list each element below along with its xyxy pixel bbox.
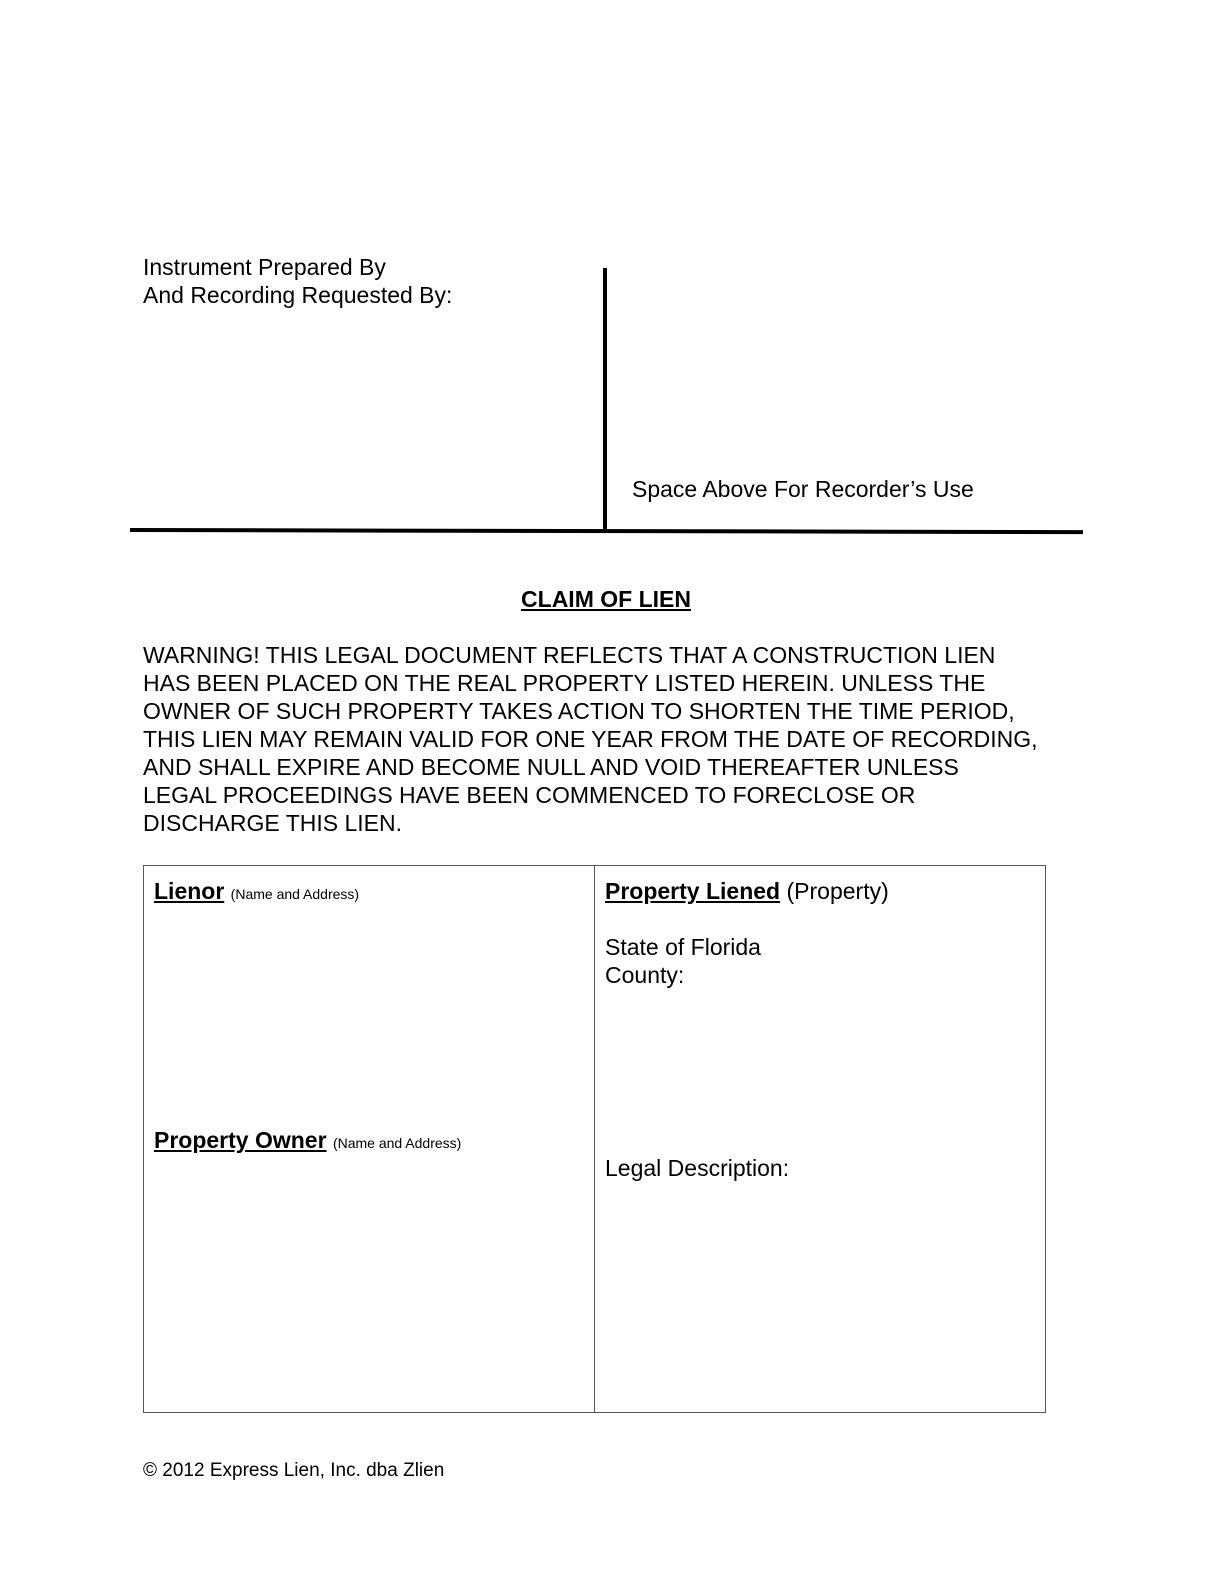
property-liened-label (605, 877, 889, 905)
county-label: County: (605, 962, 685, 988)
document-title: CLAIM OF LIEN (521, 586, 691, 612)
property-owner-note: (Name and Address) (332, 1135, 462, 1151)
property-liened-heading: Property Liened (605, 878, 781, 904)
lienor-heading: Lienor (154, 878, 225, 904)
warning-line: DISCHARGE THIS LIEN. (143, 810, 403, 836)
prepared-by-block (143, 253, 452, 309)
state-label: State of Florida (605, 934, 761, 960)
recorder-vertical-divider (603, 268, 607, 532)
warning-line: LEGAL PROCEEDINGS HAVE BEEN COMMENCED TO FORECLOSE OR (143, 782, 916, 808)
warning-paragraph (143, 641, 1038, 837)
recorder-horizontal-divider (130, 528, 1083, 534)
warning-line: AND SHALL EXPIRE AND BECOME NULL AND VOID THEREAFTER UNLESS (143, 754, 959, 780)
lienor-note: (Name and Address) (230, 886, 360, 902)
warning-line: OWNER OF SUCH PROPERTY TAKES ACTION TO SHORTEN THE TIME PERIOD, (143, 698, 1015, 724)
property-owner-label (154, 1126, 461, 1157)
property-owner-heading: Property Owner (154, 1127, 327, 1153)
copyright-footer: © 2012 Express Lien, Inc. dba Zlien (143, 1460, 445, 1481)
warning-line: THIS LIEN MAY REMAIN VALID FOR ONE YEAR FROM THE DATE OF RECORDING, (143, 726, 1038, 752)
recorder-space-label: Space Above For Recorder’s Use (632, 476, 974, 502)
lien-info-table (143, 865, 1046, 1413)
warning-line: HAS BEEN PLACED ON THE REAL PROPERTY LISTED HEREIN. UNLESS THE (143, 670, 986, 696)
prepared-by-line-2: And Recording Requested By: (143, 282, 453, 308)
lienor-label (154, 877, 359, 908)
table-column-divider (594, 866, 595, 1412)
legal-description-label: Legal Description: (605, 1155, 790, 1181)
prepared-by-line-1: Instrument Prepared By (143, 254, 386, 280)
warning-line: WARNING! THIS LEGAL DOCUMENT REFLECTS THAT A CONSTRUCTION LIEN (143, 642, 996, 668)
property-liened-note: (Property) (786, 878, 889, 904)
